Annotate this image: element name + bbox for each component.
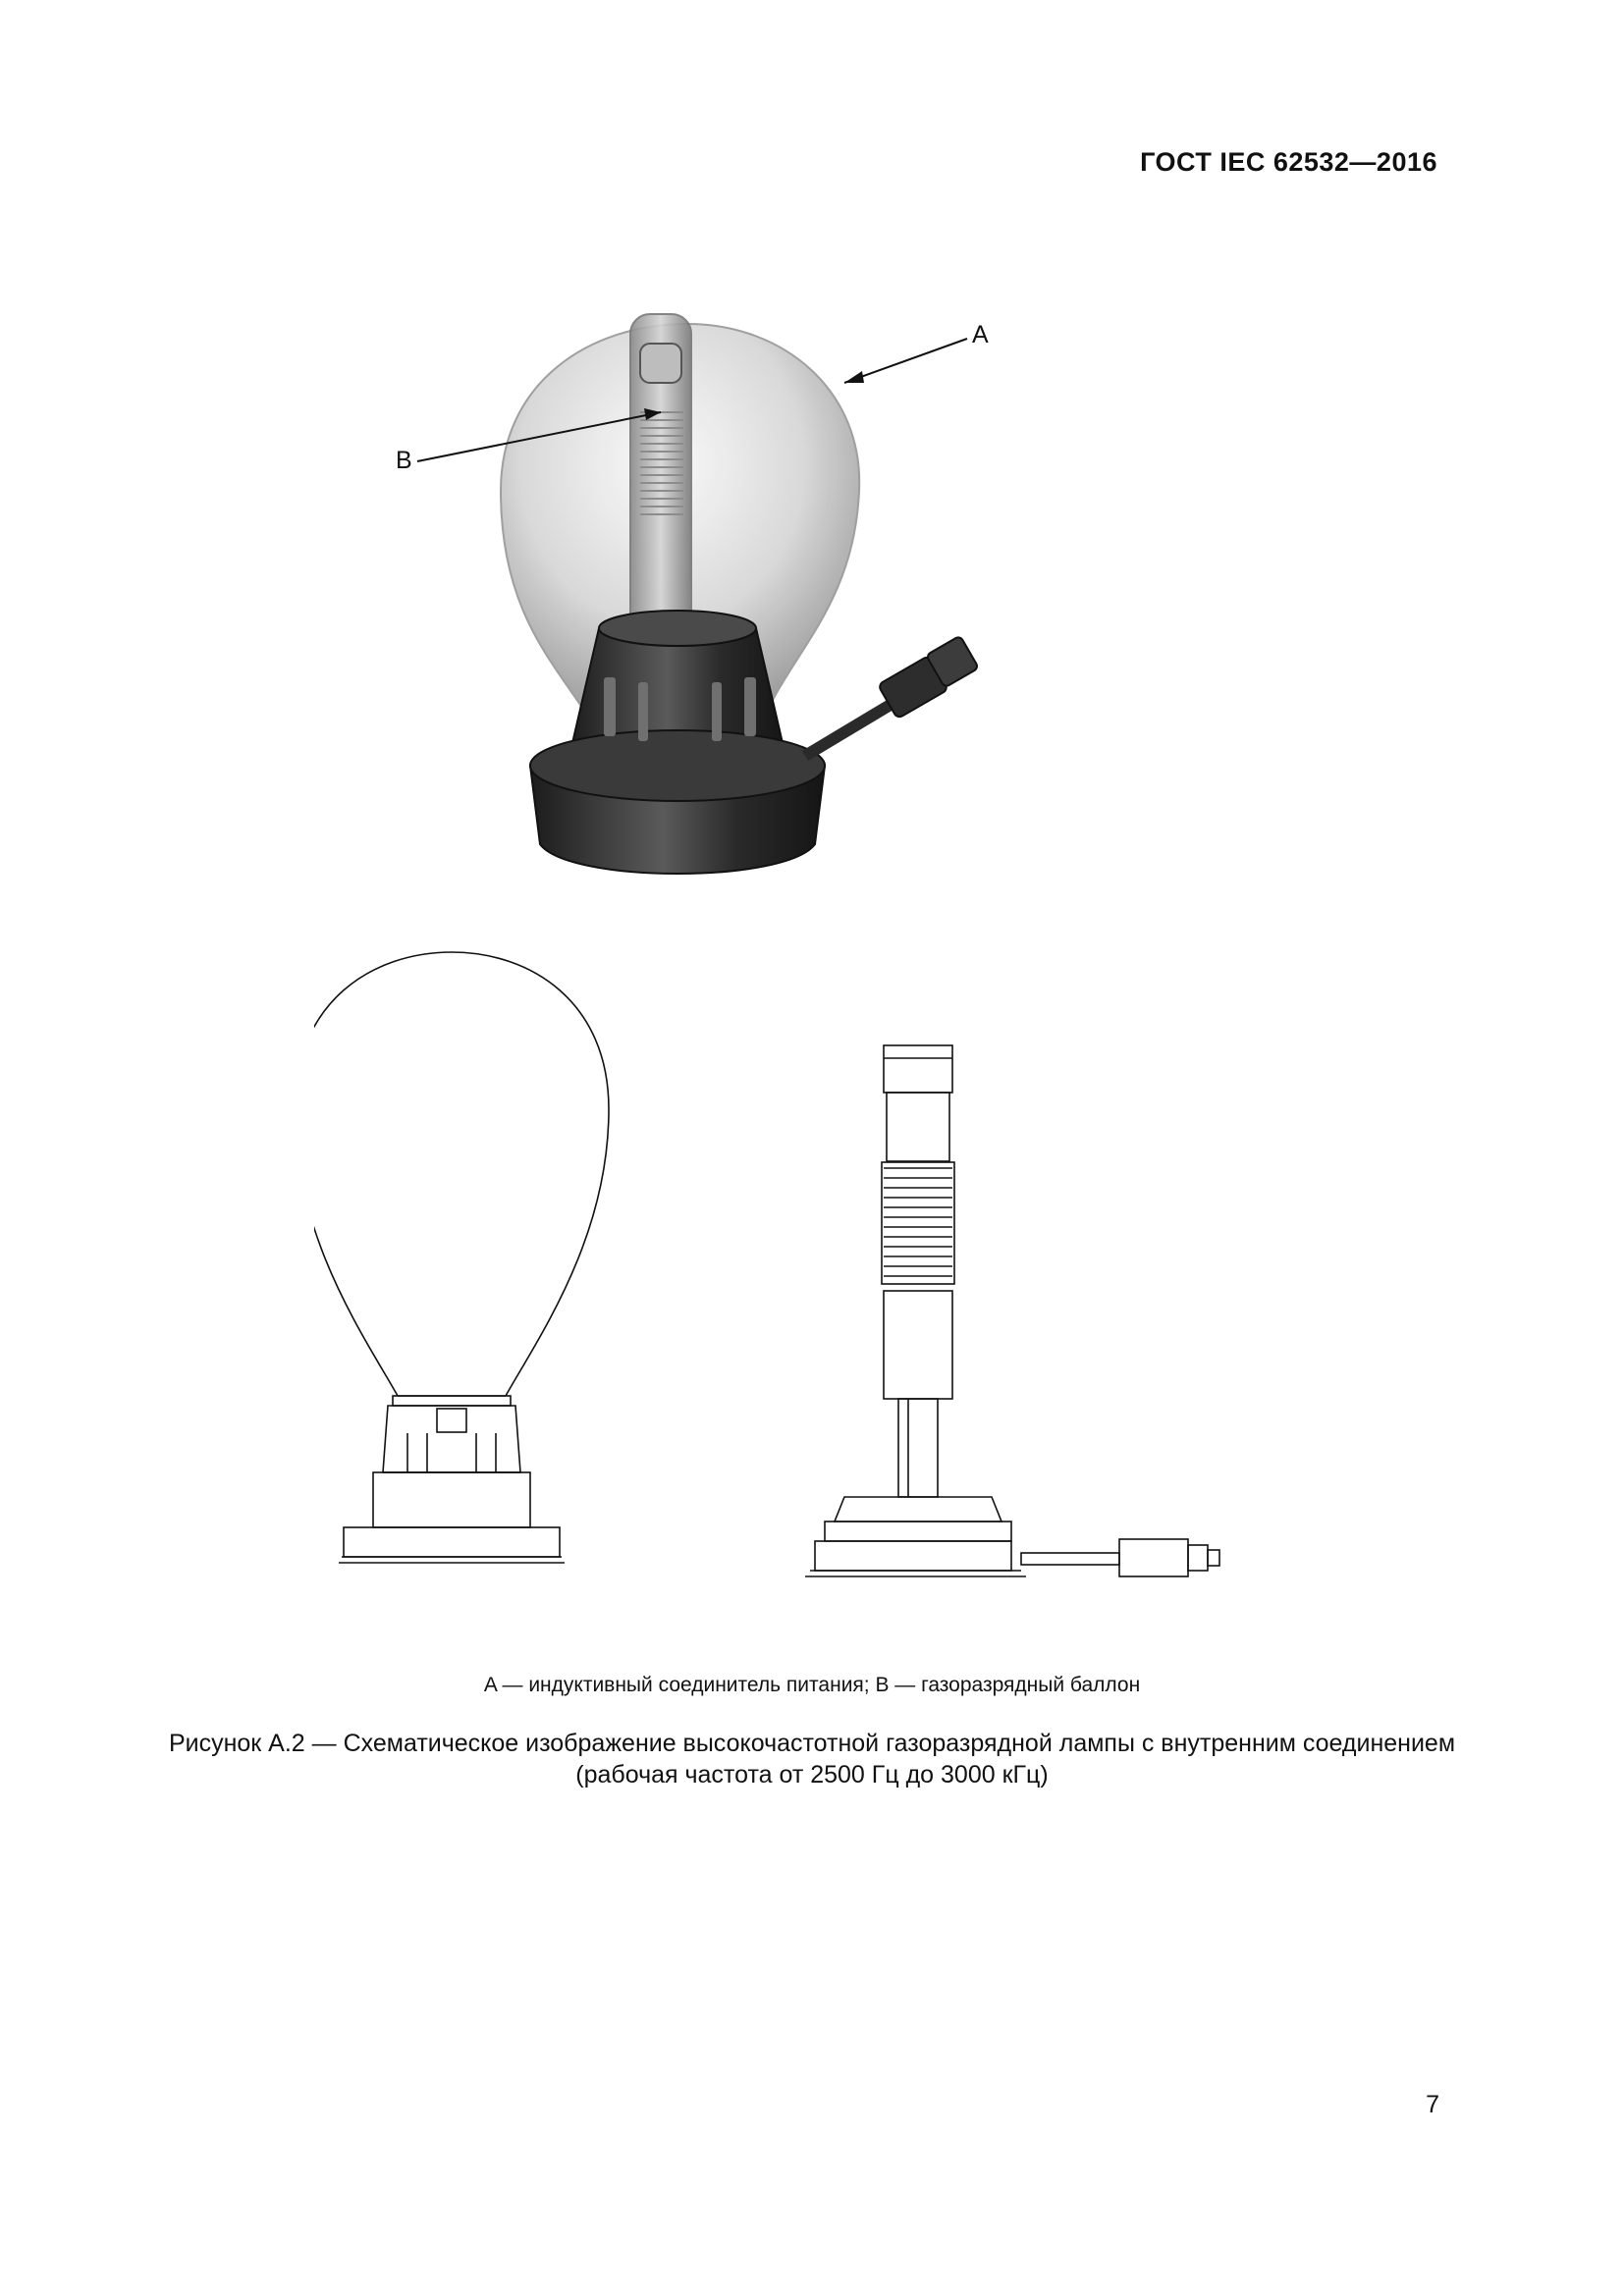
bulb-outline-drawing xyxy=(314,952,609,1563)
coupler-side-drawing xyxy=(805,1045,1219,1576)
figure-caption xyxy=(118,1728,1506,1790)
document-header: ГОСТ IEC 62532—2016 xyxy=(1140,147,1437,177)
lamp-photo-illustration xyxy=(373,294,1021,942)
label-b: B xyxy=(396,447,412,474)
figure-caption-line2: (рабочая частота от 2500 Гц до 3000 кГц) xyxy=(575,1761,1049,1789)
lamp-line-drawings xyxy=(314,942,1306,1629)
figure-legend: A — индуктивный соединитель питания; B — газоразрядный баллон xyxy=(483,1674,1141,1696)
cable xyxy=(805,697,903,756)
label-a: A xyxy=(972,321,989,348)
page-number: 7 xyxy=(1426,2091,1439,2118)
figure-caption-line1: Рисунок А.2 — Схематическое изображение высокочастотной газоразрядной лампы с внутренним соединением xyxy=(168,1730,1456,1757)
